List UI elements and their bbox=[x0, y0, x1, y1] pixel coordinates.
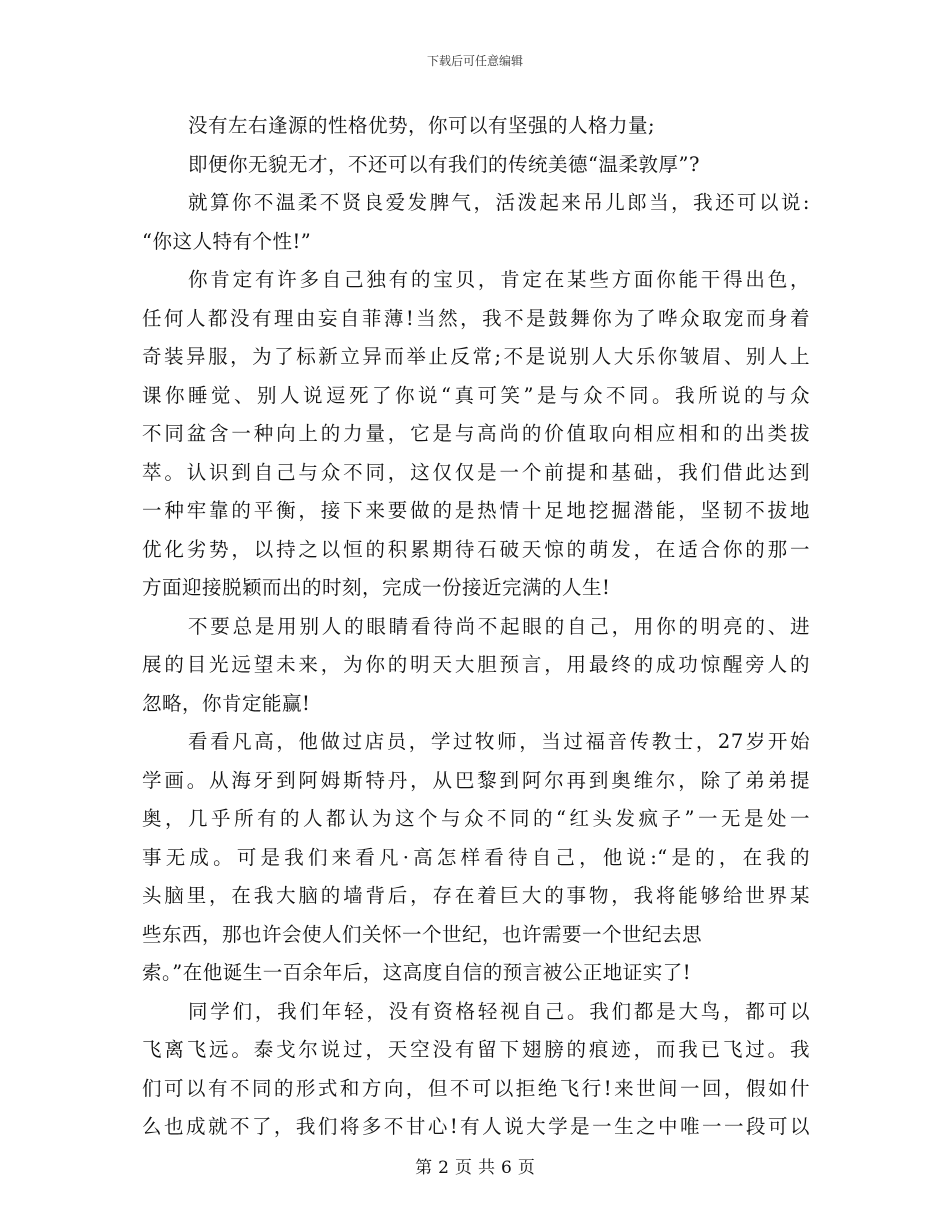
text-line: 飞离飞远。泰戈尔说过，天空没有留下翅膀的痕迹，而我已飞过。我 bbox=[142, 1038, 810, 1061]
text-line: 就算你不温柔不贤良爱发脾气，活泼起来吊儿郎当，我还可以说: bbox=[188, 191, 810, 214]
text-line: 头脑里，在我大脑的墙背后，存在着巨大的事物，我将能够给世界某 bbox=[142, 884, 810, 907]
total-pages: 6 bbox=[501, 1158, 512, 1178]
page-header: 下载后可任意编辑 bbox=[426, 54, 523, 68]
text-line: 同学们，我们年轻，没有资格轻视自己。我们都是大鸟，都可以 bbox=[188, 999, 810, 1023]
text-line: 么也成就不了，我们将多不甘心!有人说大学是一生之中唯一一段可以 bbox=[142, 1115, 810, 1138]
text-line: 事无成。可是我们来看凡·高怎样看待自己，他说:“是的，在我的 bbox=[142, 845, 810, 869]
text-line: 奇装异服，为了标新立异而举止反常;不是说别人大乐你皱眉、别人上 bbox=[142, 345, 810, 368]
page-number: 2 bbox=[438, 1158, 449, 1178]
text-line: 些东西，那也许会使人们关怀一个世纪，也许需要一个世纪去思 bbox=[142, 922, 703, 946]
text-line: “你这人特有个性!” bbox=[142, 229, 312, 253]
document-body bbox=[142, 107, 810, 1147]
text-line: 奥，几乎所有的人都认为这个与众不同的“红头发疯子”一无是处一 bbox=[142, 807, 810, 830]
text-line: 任何人都没有理由妄自菲薄!当然，我不是鼓舞你为了哗众取宠而身着 bbox=[142, 306, 810, 330]
text-line: 展的目光远望未来，为你的明天大胆预言，用最终的成功惊醒旁人的 bbox=[142, 653, 810, 676]
text-line: 没有左右逢源的性格优势，你可以有坚强的人格力量; bbox=[188, 114, 656, 137]
text-line: 看看凡高，他做过店员，学过牧师，当过福音传教士，27岁开始 bbox=[188, 730, 810, 753]
text-line: 方面迎接脱颖而出的时刻，完成一份接近完满的人生! bbox=[142, 576, 611, 599]
total-label: 共 bbox=[478, 1158, 495, 1178]
text-line: 一种牢靠的平衡，接下来要做的是热情十足地挖掘潜能，坚韧不拔地 bbox=[142, 499, 810, 522]
text-line: 学画。从海牙到阿姆斯特丹，从巴黎到阿尔再到奥维尔，除了弟弟提 bbox=[142, 768, 810, 792]
text-line: 索。”在他诞生一百余年后，这高度自信的预言被公正地证实了! bbox=[142, 961, 692, 984]
text-line: 即便你无貌无才，不还可以有我们的传统美德“温柔敦厚”? bbox=[188, 152, 700, 176]
text-line: 萃。认识到自己与众不同，这仅仅是一个前提和基础，我们借此达到 bbox=[142, 460, 810, 484]
page-label: 第 bbox=[415, 1158, 433, 1178]
total-unit-label: 页 bbox=[517, 1158, 535, 1178]
text-line: 课你睡觉、别人说逗死了你说“真可笑”是与众不同。我所说的与众 bbox=[142, 383, 810, 407]
page-footer bbox=[0, 1153, 950, 1178]
text-line: 们可以有不同的形式和方向，但不可以拒绝飞行!来世间一回，假如什 bbox=[142, 1076, 810, 1100]
text-line: 忽略，你肯定能赢! bbox=[142, 691, 311, 715]
text-line: 不要总是用别人的眼睛看待尚不起眼的自己，用你的明亮的、进 bbox=[188, 614, 810, 638]
page-unit-label: 页 bbox=[455, 1158, 472, 1178]
text-line: 不同盆含一种向上的力量，它是与高尚的价值取向相应相和的出类拔 bbox=[142, 422, 810, 445]
text-line: 优化劣势，以持之以恒的积累期待石破天惊的萌发，在适合你的那一 bbox=[142, 537, 810, 561]
text-line: 你肯定有许多自己独有的宝贝，肯定在某些方面你能干得出色， bbox=[188, 268, 810, 291]
